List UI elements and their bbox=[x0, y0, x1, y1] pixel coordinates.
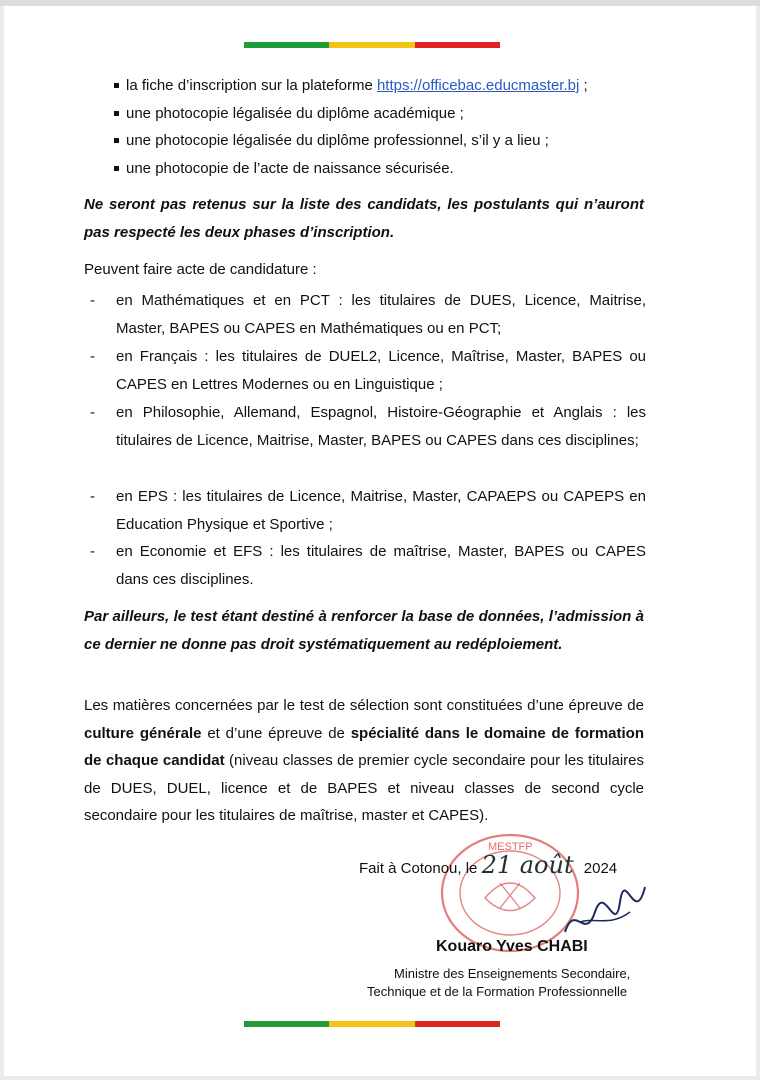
flag-green bbox=[244, 42, 329, 48]
platform-link[interactable]: https://officebac.educmaster.bj bbox=[376, 77, 580, 94]
signatory-title-1: Ministre des Enseignements Secondaire, bbox=[394, 966, 631, 981]
bullet-item-2: une photocopie légalisée du diplôme académique ; bbox=[126, 105, 464, 123]
flag-stripe-top bbox=[244, 42, 500, 48]
flag-stripe-bottom bbox=[244, 1021, 500, 1027]
candidate-item-5: - en Economie et EFS : les titulaires de maîtrise, Master, BAPES ou CAPES dans ces disciplines. bbox=[90, 543, 646, 588]
flag-red bbox=[415, 1021, 500, 1027]
bullet-item-4: une photocopie de l’acte de naissance sécurisée. bbox=[126, 160, 454, 178]
handwritten-date: 21 août bbox=[481, 851, 574, 879]
candidate-item-1: - en Mathématiques et en PCT : les titulaires de DUES, Licence, Maitrise, Master, BAPES ou CAPES en Mathématiques ou en PCT; bbox=[90, 292, 646, 337]
subjects-paragraph: Les matières concernées par le test de sélection sont constituées d’une épreuve de culture générale et d’une épreuve de spécialité dans le domaine de formation de chaque candidat (niveau classes de premier cycle secondaire pour les titulaires de DUES, DUEL, licence et de BAPES et niveau classes de second cycle secondaire pour les titulaires de maîtrise, master et CAPES). bbox=[84, 697, 644, 824]
warning-paragraph: Ne seront pas retenus sur la liste des candidats, les postulants qui n’auront pas respecté les deux phases d’inscription. bbox=[84, 196, 644, 241]
signatory-name: Kouaro Yves CHABI bbox=[436, 938, 588, 955]
candidate-item-4: - en EPS : les titulaires de Licence, Maitrise, Master, CAPAEPS ou CAPEPS en Education Physique et Sportive ; bbox=[90, 488, 646, 533]
flag-yellow bbox=[329, 42, 414, 48]
date-line: Fait à Cotonou, le 21 août 2024 bbox=[359, 851, 618, 879]
candidate-item-3: - en Philosophie, Allemand, Espagnol, Histoire-Géographie et Anglais : les titulaires de Licence, Maitrise, Master, BAPES ou CAPES dans ces disciplines; bbox=[90, 404, 646, 449]
intro-line: Peuvent faire acte de candidature : bbox=[84, 261, 317, 278]
bullet-item-3: une photocopie légalisée du diplôme professionnel, s’il y a lieu ; bbox=[126, 132, 549, 150]
flag-red bbox=[415, 42, 500, 48]
svg-text:MESTFP: MESTFP bbox=[488, 841, 533, 853]
note-paragraph: Par ailleurs, le test étant destiné à renforcer la base de données, l’admission à ce dernier ne donne pas droit systématiquement au redéploiement. bbox=[84, 608, 644, 653]
signatory-title-2: Technique et de la Formation Professionnelle bbox=[367, 984, 628, 999]
flag-green bbox=[244, 1021, 329, 1027]
flag-yellow bbox=[329, 1021, 414, 1027]
bullet-item-1: la fiche d’inscription sur la plateforme https://officebac.educmaster.bj ; bbox=[126, 77, 588, 95]
candidate-item-2: - en Français : les titulaires de DUEL2, Licence, Maîtrise, Master, BAPES ou CAPES en Lettres Modernes ou en Linguistique ; bbox=[90, 348, 646, 393]
